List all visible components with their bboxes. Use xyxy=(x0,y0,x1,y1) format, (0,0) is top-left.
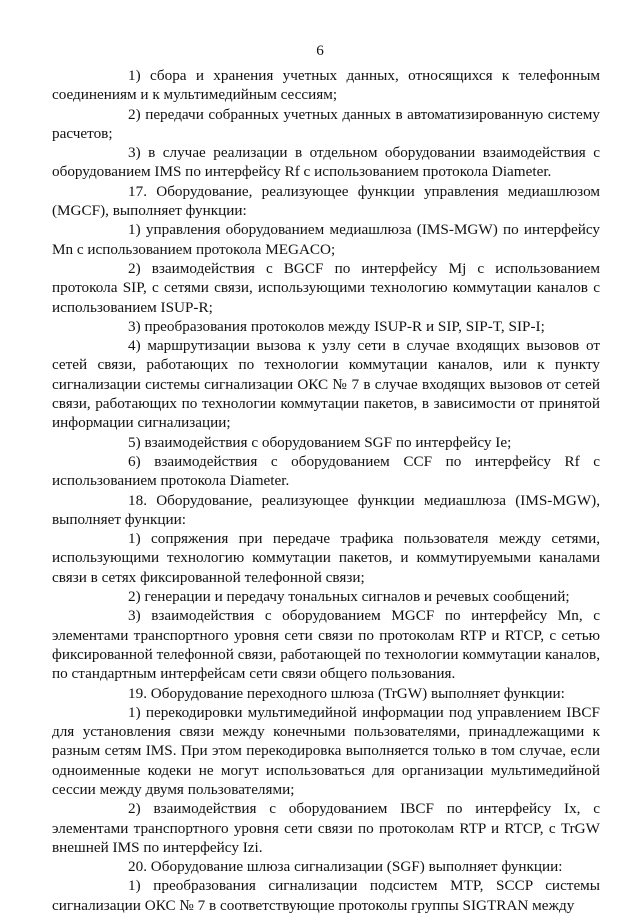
paragraph xyxy=(52,259,600,317)
paragraph-text: перекодировки мультимедийной информации под управлением IBCF для установления связи между конечными пользователями, принадлежащими к разным сетям IMS. При этом перекодировка выполняется только в том случае, если одноименные кодеки не могут использоваться для организации мультимедийной сессии между двумя пользователями; xyxy=(52,703,600,798)
paragraph xyxy=(52,66,600,105)
paragraph xyxy=(52,452,600,491)
item-number: 2) xyxy=(128,105,141,123)
paragraph xyxy=(52,684,600,703)
item-number: 3) xyxy=(128,144,141,162)
paragraph xyxy=(52,606,600,683)
item-number: 18. xyxy=(128,491,147,509)
item-number: 4) xyxy=(128,337,141,355)
paragraph xyxy=(52,529,600,587)
paragraph-text: управления оборудованием медиашлюза (IMS-MGW) по интерфейсу Mn с использованием протокола MEGACO; xyxy=(52,221,601,258)
item-number: 2) xyxy=(128,800,141,818)
item-number: 5) xyxy=(128,433,141,451)
paragraph-text: сбора и хранения учетных данных, относящихся к телефонным соединениям и к мультимедийным сессиям; xyxy=(52,67,601,104)
paragraph-text: взаимодействия с оборудованием IBCF по интерфейсу Ix, с элементами транспортного уровня сети связи по протоколам RTP и RTCP, с TrGW внешней IMS по интерфейсу Izi. xyxy=(52,800,600,856)
item-number: 20. xyxy=(128,858,147,876)
paragraph xyxy=(52,143,600,182)
item-number: 19. xyxy=(128,684,147,702)
paragraph-text: сопряжения при передаче трафика пользователя между сетями, использующими технологию коммутации пакетов, и коммутируемыми каналами связи в сетях фиксированной телефонной связи; xyxy=(52,530,601,586)
paragraph xyxy=(52,876,600,915)
item-number: 6) xyxy=(128,452,141,470)
item-number: 3) xyxy=(128,317,141,335)
paragraph xyxy=(52,433,600,452)
paragraph xyxy=(52,857,600,876)
paragraph-text: взаимодействия с оборудованием CCF по интерфейсу Rf с использованием протокола Diameter. xyxy=(52,452,601,490)
paragraph-text: генерации и передачу тональных сигналов и речевых сообщений; xyxy=(144,588,570,606)
document-body xyxy=(52,66,600,915)
paragraph xyxy=(52,336,600,432)
item-number: 1) xyxy=(128,877,141,895)
page-number: 6 xyxy=(316,42,324,59)
paragraph-text: Оборудование, реализующее функции управления медиашлюзом (MGCF), выполняет функции: xyxy=(52,182,600,220)
paragraph-text: взаимодействия с BGCF по интерфейсу Mj с использованием протокола SIP, с сетями связи, использующими технологию коммутации каналов с использованием ISUP-R; xyxy=(52,259,600,316)
paragraph xyxy=(52,182,600,221)
paragraph xyxy=(52,799,600,857)
paragraph-text: Оборудование, реализующее функции медиашлюза (IMS-MGW), выполняет функции: xyxy=(52,491,600,528)
item-number: 2) xyxy=(128,588,141,606)
paragraph-text: в случае реализации в отдельном оборудовании взаимодействия с оборудованием IMS по интерфейсу Rf с использованием протокола Diameter. xyxy=(52,144,600,181)
paragraph xyxy=(52,105,600,144)
paragraph-text: Оборудование шлюза сигнализации (SGF) выполняет функции: xyxy=(150,858,563,876)
item-number: 1) xyxy=(128,221,141,239)
paragraph xyxy=(52,703,600,799)
paragraph-text: передачи собранных учетных данных в автоматизированную систему расчетов; xyxy=(52,105,600,142)
paragraph-text: взаимодействия с оборудованием SGF по интерфейсу Ie; xyxy=(144,433,512,451)
paragraph-text: маршрутизации вызова к узлу сети в случае входящих вызовов от сетей связи, работающих по технологии коммутации каналов, или к пункту сигнализации системы сигнализации ОКС № 7 в случае входящих вызовов от сетей связи, работающих по технологии коммутации пакетов, в зависимости от принятой информации сигнализации; xyxy=(52,337,600,432)
paragraph xyxy=(52,317,600,336)
item-number: 17. xyxy=(128,182,147,200)
paragraph-text: преобразования сигнализации подсистем MTP, SCCP системы сигнализации ОКС № 7 в соответствующие протоколы группы SIGTRAN между xyxy=(52,877,600,914)
paragraph-text: преобразования протоколов между ISUP-R и SIP, SIP-T, SIP-I; xyxy=(144,317,545,335)
paragraph-text: Оборудование переходного шлюза (TrGW) выполняет функции: xyxy=(150,684,565,702)
paragraph-text: взаимодействия с оборудованием MGCF по интерфейсу Mn, с элементами транспортного уровня сети связи по протоколам RTP и RTCP, с сетью фиксированной телефонной связи, работающей по технологии коммутации каналов, по стандартным интерфейсам сети связи общего пользования. xyxy=(52,607,600,683)
paragraph xyxy=(52,491,600,530)
item-number: 3) xyxy=(128,607,141,625)
paragraph xyxy=(52,587,600,606)
item-number: 1) xyxy=(128,530,141,548)
item-number: 2) xyxy=(128,259,141,277)
paragraph xyxy=(52,220,600,259)
item-number: 1) xyxy=(128,703,141,721)
item-number: 1) xyxy=(128,67,141,84)
